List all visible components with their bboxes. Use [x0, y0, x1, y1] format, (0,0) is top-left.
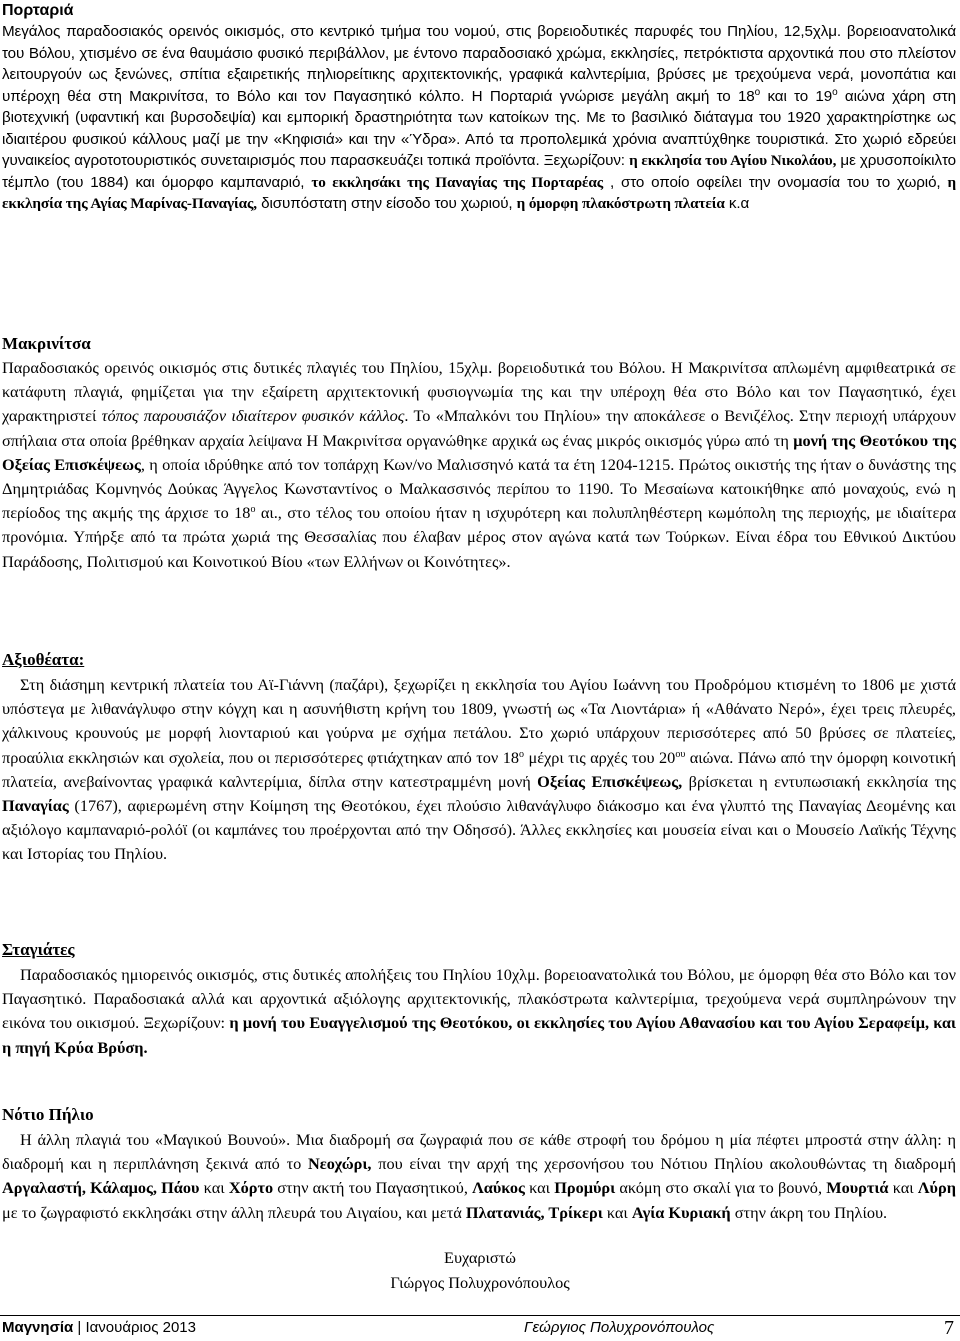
- footer-date: | Ιανουάριος 2013: [73, 1319, 196, 1336]
- footer-left: [2, 1318, 196, 1338]
- makrinitsa-paragraph: Παραδοσιακός ορεινός οικισμός στις δυτικές πλαγιές του Πηλίου, 15χλμ. βορειοδυτικά του Βόλου. Η Μακρινίτσα απλωμένη αμφιθεατρικά σε κατάφυτη πλαγιά, φημίζεται για την εξαίρετη αρχιτεκτονική φυσιογνωμία της και την υπέροχη θέα στο Βόλο και τον Παγασητικό, έχει χαρακτηριστεί τόπος παρουσιάζον ιδιαίτερον φυσικόν κάλλος. Το «Μπαλκόνι του Πηλίου» την αποκάλεσε ο Βενιζέλος. Στην περιοχή υπάρχουν σπήλαια στα οποία βρέθηκαν αρχαία λείψανα Η Μακρινίτσα οργανώθηκε αρχικά ως ένας μικρός οικισμός γύρω από τη μονή της Θεοτόκου της Οξείας Επισκέψεως, η οποία ιδρύθηκε από τον τοπάρχη Κων/νο Μαλισσηνό κατά τα έτη 1204-1215. Πρώτος οικιστής της ήταν ο δυνάστης της Δημητριάδας Κομνηνός Δούκας Άγγελος Κωνσταντίνος ο Μαλκασσινός περίπου το 1190. Το Μεσαίωνα κατοικήθηκε από μοναχούς, ενώ η περίοδος της ακμής της άρχισε το $18^o$ αι., στο τέλος του οποίου ήταν η ισχυρότερη και πολυπληθέστερη κωμόπολη της περιοχής, με ιδιαίτερα προνόμια. Υπήρξε από τα πρώτα χωριά της Θεσσαλίας που έλαβαν μέρος στον αγώνα κατά των Τούρκων. Είναι έδρα του Εθνικού Δικτύου Παράδοσης, Πολιτισμού και Κοινοτικού Βίου «των Ελλήνων οι Κοινότητες».: [2, 358, 957, 571]
- footer-region: Μαγνησία: [2, 1319, 74, 1336]
- sights-paragraph: Στη διάσημη κεντρική πλατεία του Αϊ-Γιάννη (παζάρι), ξεχωρίζει η εκκλησία του Αγίου Ιωάννη του Προδρόμου κτισμένη το 1806 με χιστά υπόστεγα με λιθανάγλυφο στην κόγχη και η ασυνήθιστη κρήνη του 1809, γνωστή ως «Τα Λιοντάρια» ή «Αθάνατο Νερό», έχει τρεις πλευρές, χάλκινους κρουνούς με μορφή λιονταριού και γούρνα με σχήμα πετάλου. Στο χωριό υπάρχουν περισσότερες από 50 βρύσες σε πλατείες, προαύλια εκκλησιών και σχολεία, που οι περισσότερες φτιάχτηκαν από τον $18^o$ μέχρι τις αρχές του $20^{o\upsilon}$ αιώνα. Πάνω από την όμορφη κοινοτική πλατεία, ανεβαίνοντας γραφικά καλντερίμια, δίπλα στην κατεστραμμένη μονή Οξείας Επισκέψεως, βρίσκεται η εντυπωσιακή εκκλησία της Παναγίας (1767), αφιερωμένη στην Κοίμηση της Θεοτόκου, έχει πλούσιο λιθανάγλυφο διάκοσμο και ένα γλυπτό της Παναγίας Δεομένης και αξιόλογο καμπαναριό-ρολόϊ (οι καμπάνες του προέρχονται από την Οδησσό). Άλλες εκκλησίες και μουσεία είναι και ο Μουσείο Λαϊκής Τέχνης και Ιστορίας του Πηλίου.: [2, 675, 956, 864]
- stagiates-highlight: η μονή του Ευαγγελισμού της Θεοτόκου, οι εκκλησίες του Αγίου Αθανασίου και του Αγίου Σεραφείμ, και η πηγή Κρύα Βρύση.: [2, 1013, 956, 1057]
- section-title-notio-pilio: Νότιο Πήλιο: [2, 1105, 94, 1124]
- notio-paragraph: Η άλλη πλαγιά του «Μαγικού Βουνού». Μια διαδρομή σα ζωγραφιά που σε κάθε στροφή του δρόμου η μία πέφτει μπροστά στην άλλη: η διαδρομή και η περιπλάνηση ξεκινά από το Νεοχώρι, που είναι την αρχή της χερσονήσου του Νότιου Πηλίου ακολουθώντας τη διαδρομή Αργαλαστή, Κάλαμος, Πάου και Χόρτο στην ακτή του Παγασητικού, Λαύκος και Προμύρι ακόμη στο σκαλί για το βουνό, Μουρτιά και Λύρη με το ζωγραφιστό εκκλησάκι στην άλλη πλευρά του Αιγαίου, και μετά Πλατανιάς, Τρίκερι και Αγία Κυριακή στην άκρη του Πηλίου.: [2, 1130, 956, 1222]
- footer-divider: [0, 1315, 960, 1316]
- section-title-portaria: Πορταριά: [2, 2, 74, 19]
- makrinitsa-quote: τόπος παρουσιάζον ιδιαίτερον φυσικόν κάλλος: [101, 406, 405, 426]
- portaria-highlight-marina: η εκκλησία της Αγίας Μαρίνας-Παναγίας,: [2, 173, 956, 212]
- page-number: 7: [944, 1317, 954, 1339]
- section-title-stagiates: Σταγιάτες: [2, 940, 75, 959]
- footer-author: Γεώργιος Πολυχρονόπουλος: [524, 1319, 715, 1336]
- portaria-highlight-nikolaos: η εκκλησία του Αγίου Νικολάου,: [629, 152, 837, 169]
- stagiates-paragraph: Παραδοσιακός ημιορεινός οικισμός, στις δυτικές απολήξεις του Πηλίου 10χλμ. βορειοανατολικά του Βόλου, με όμορφη θέα στο Βόλο και τον Παγασητικό. Παραδοσιακά αλλά και αρχοντικά αξιόλογης αρχιτεκτονικής, πλακόστρωτα καλντερίμια, τρεχούμενα νερά συμπληρώνουν την εικόνα του οικισμού. Ξεχωρίζουν: η μονή του Ευαγγελισμού της Θεοτόκου, οι εκκλησίες του Αγίου Αθανασίου και του Αγίου Σεραφείμ, και η πηγή Κρύα Βρύση.: [2, 965, 956, 1057]
- sights-highlight-panagia: Παναγίας: [2, 796, 69, 816]
- closing-thanks: Ευχαριστώ: [444, 1248, 516, 1267]
- sights-title: Αξιοθέατα:: [2, 650, 85, 669]
- portaria-highlight-square: η όμορφη πλακόστρωτη πλατεία: [516, 195, 725, 212]
- closing-author: Γιώργος Πολυχρονόπουλος: [390, 1273, 570, 1292]
- sights-highlight-moni: Οξείας Επισκέψεως,: [537, 771, 683, 791]
- makrinitsa-highlight-moni: μονή της Θεοτόκου της Οξείας Επισκέψεως: [2, 430, 957, 474]
- portaria-paragraph: Μεγάλος παραδοσιακός ορεινός οικισμός, στο κεντρικό τμήμα του νομού, στις βορειοδυτικές παρυφές του Πηλίου, 12,5χλμ. βορειοανατολικά του Βόλου, χτισμένο σε ένα θαυμάσιο φυσικό περιβάλλον, με έντονο παραδοσιακό χρώμα, εκκλησίες, πετρόκτιστα αρχοντικά που στο πλείστον λειτουργούν ως ξενώνες, σπίτια εξαιρετικής πηλιορείτικης αρχιτεκτονικής, γραφικά καλντερίμια, βρύσες με τρεχούμενα νερά, μονοπάτια και υπέροχη θέα στη Μακρινίτσα, το Βόλο και τον Παγασητικό κόλπο. Η Πορταριά γνώρισε μεγάλη ακμή το $18^o$ και το $19^o$ αιώνα χάρη στη βιοτεχνική (υφαντική και βυρσοδεψία) και εμπορική δραστηριότητα των κατοίκων της. Με το βασιλικό διάταγμα του 1920 χαρακτηρίστηκε ως ιδιαιτέρου φυσικού κάλλους μαζί με την «Κηφισιά» και την «Ύδρα». Από τα προπολεμικά χρόνια αναπτύχθηκε τουριστικά. Στο χωριό εδρεύει γυναικείος αγροτοτουριστικός συνεταιρισμός που παρασκευάζει τοπικά προϊόντα. Ξεχωρίζουν: η εκκλησία του Αγίου Νικολάου, με χρυσοποίκιλτο τέμπλο (του 1884) και όμορφο καμπαναριό, το εκκλησάκι της Παναγίας της Πορταρέας , στο οποίο οφείλει την ονομασία του το χωριό, η εκκλησία της Αγίας Μαρίνας-Παναγίας, δισυπόστατη στην είσοδο του χωριού, η όμορφη πλακόστρωτη πλατεία κ.α: [2, 23, 956, 212]
- section-title-makrinitsa: Μακρινίτσα: [2, 334, 91, 353]
- portaria-highlight-panagia: το εκκλησάκι της Παναγίας της Πορταρέας: [311, 173, 604, 191]
